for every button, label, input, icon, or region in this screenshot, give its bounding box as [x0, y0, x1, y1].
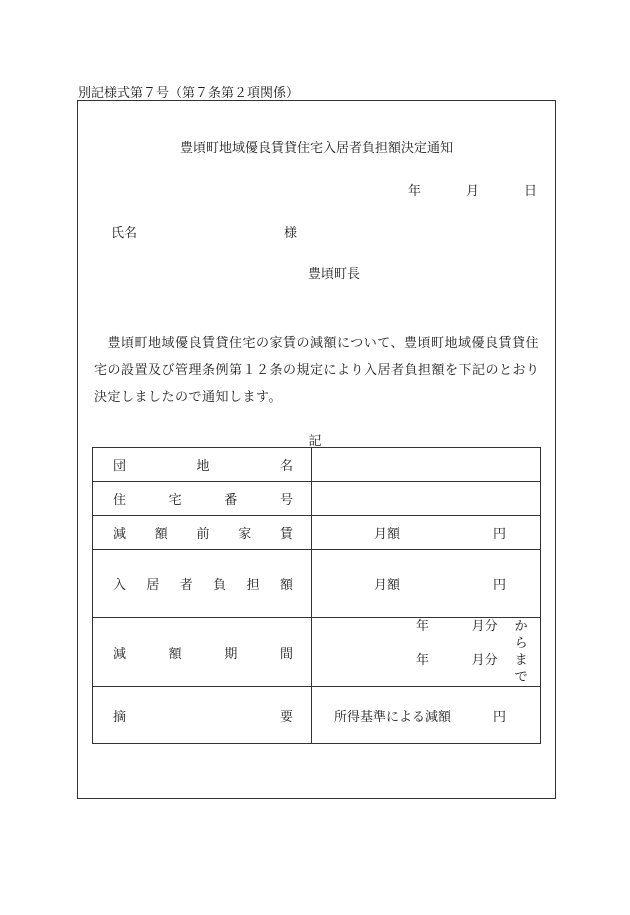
- row-label-remarks: [93, 687, 312, 744]
- row-label-unit-number: [93, 482, 312, 516]
- value-tenant-burden: [312, 550, 541, 618]
- label-char: 団: [113, 459, 127, 474]
- period-year-label: 年: [416, 653, 430, 668]
- table-row: [93, 687, 541, 744]
- label-char: 額: [279, 578, 293, 593]
- label-char: 名: [279, 459, 293, 474]
- value-remarks: [312, 687, 541, 744]
- document-title: 豊頃町地域優良賃貸住宅入居者負担額決定通知: [179, 141, 453, 156]
- date-day-label: 日: [524, 184, 538, 199]
- form-number-label: 別記様式第７号（第７条第２項関係）: [78, 86, 300, 101]
- row-label-reduction-period: [93, 618, 312, 687]
- label-char: 前: [196, 527, 210, 542]
- label-char: 居: [146, 578, 160, 593]
- label-char: 負: [213, 578, 227, 593]
- label-char: 住: [113, 493, 127, 508]
- yen-unit: 円: [492, 578, 506, 593]
- label-char: 宅: [168, 493, 182, 508]
- period-to-suffix: まで: [514, 653, 528, 685]
- ki-heading: 記: [308, 434, 322, 449]
- date-year-label: 年: [408, 184, 422, 199]
- table-row: [93, 482, 541, 516]
- row-label-tenant-burden: [93, 550, 312, 618]
- value-reduction-period: [312, 618, 541, 687]
- label-char: 者: [179, 578, 193, 593]
- sender-title: 豊頃町長: [308, 267, 361, 282]
- period-from-line: [416, 618, 540, 652]
- notice-body-text: 豊頃町地域優良賃貸住宅の家賃の減額について、豊頃町地域優良賃貸住宅の設置及び管理条例第１２条の規定により入居者負担額を下記のとおり決定しましたので通知します。: [94, 336, 540, 405]
- label-char: 減: [113, 646, 127, 662]
- row-label-rent-before-reduction: [93, 516, 312, 550]
- period-to-line: [416, 652, 540, 686]
- period-month-label: 月分: [471, 653, 498, 668]
- label-char: 地: [196, 459, 210, 474]
- value-complex-name: [312, 448, 541, 482]
- label-char: 間: [279, 646, 293, 662]
- recipient-honorific: 様: [284, 226, 298, 241]
- yen-unit: 円: [492, 527, 506, 542]
- table-row: [93, 448, 541, 482]
- table-row: [93, 550, 541, 618]
- label-char: 番: [224, 493, 238, 508]
- label-char: 額: [154, 527, 168, 542]
- record-table: [92, 447, 541, 744]
- label-char: 号: [279, 493, 293, 508]
- period-year-label: 年: [416, 619, 430, 634]
- label-char: 家: [238, 527, 252, 542]
- income-based-reduction-label: 所得基準による減額: [334, 709, 452, 725]
- monthly-amount-label: 月額: [374, 578, 401, 593]
- recipient-name-label: 氏名: [111, 226, 138, 241]
- row-label-complex-name: [93, 448, 312, 482]
- label-char: 減: [113, 527, 127, 542]
- yen-unit: 円: [492, 709, 506, 725]
- monthly-amount-label: 月額: [374, 527, 401, 542]
- value-unit-number: [312, 482, 541, 516]
- period-month-label: 月分: [471, 619, 498, 634]
- label-char: 賃: [279, 527, 293, 542]
- label-char: 額: [168, 646, 182, 662]
- label-char: 担: [246, 578, 260, 593]
- period-from-suffix: から: [514, 619, 528, 651]
- label-char: 摘: [113, 709, 127, 725]
- label-char: 入: [113, 578, 127, 593]
- table-row: [93, 618, 541, 687]
- label-char: 期: [224, 646, 238, 662]
- date-month-label: 月: [466, 184, 480, 199]
- table-row: [93, 516, 541, 550]
- value-rent-before-reduction: [312, 516, 541, 550]
- label-char: 要: [279, 709, 293, 725]
